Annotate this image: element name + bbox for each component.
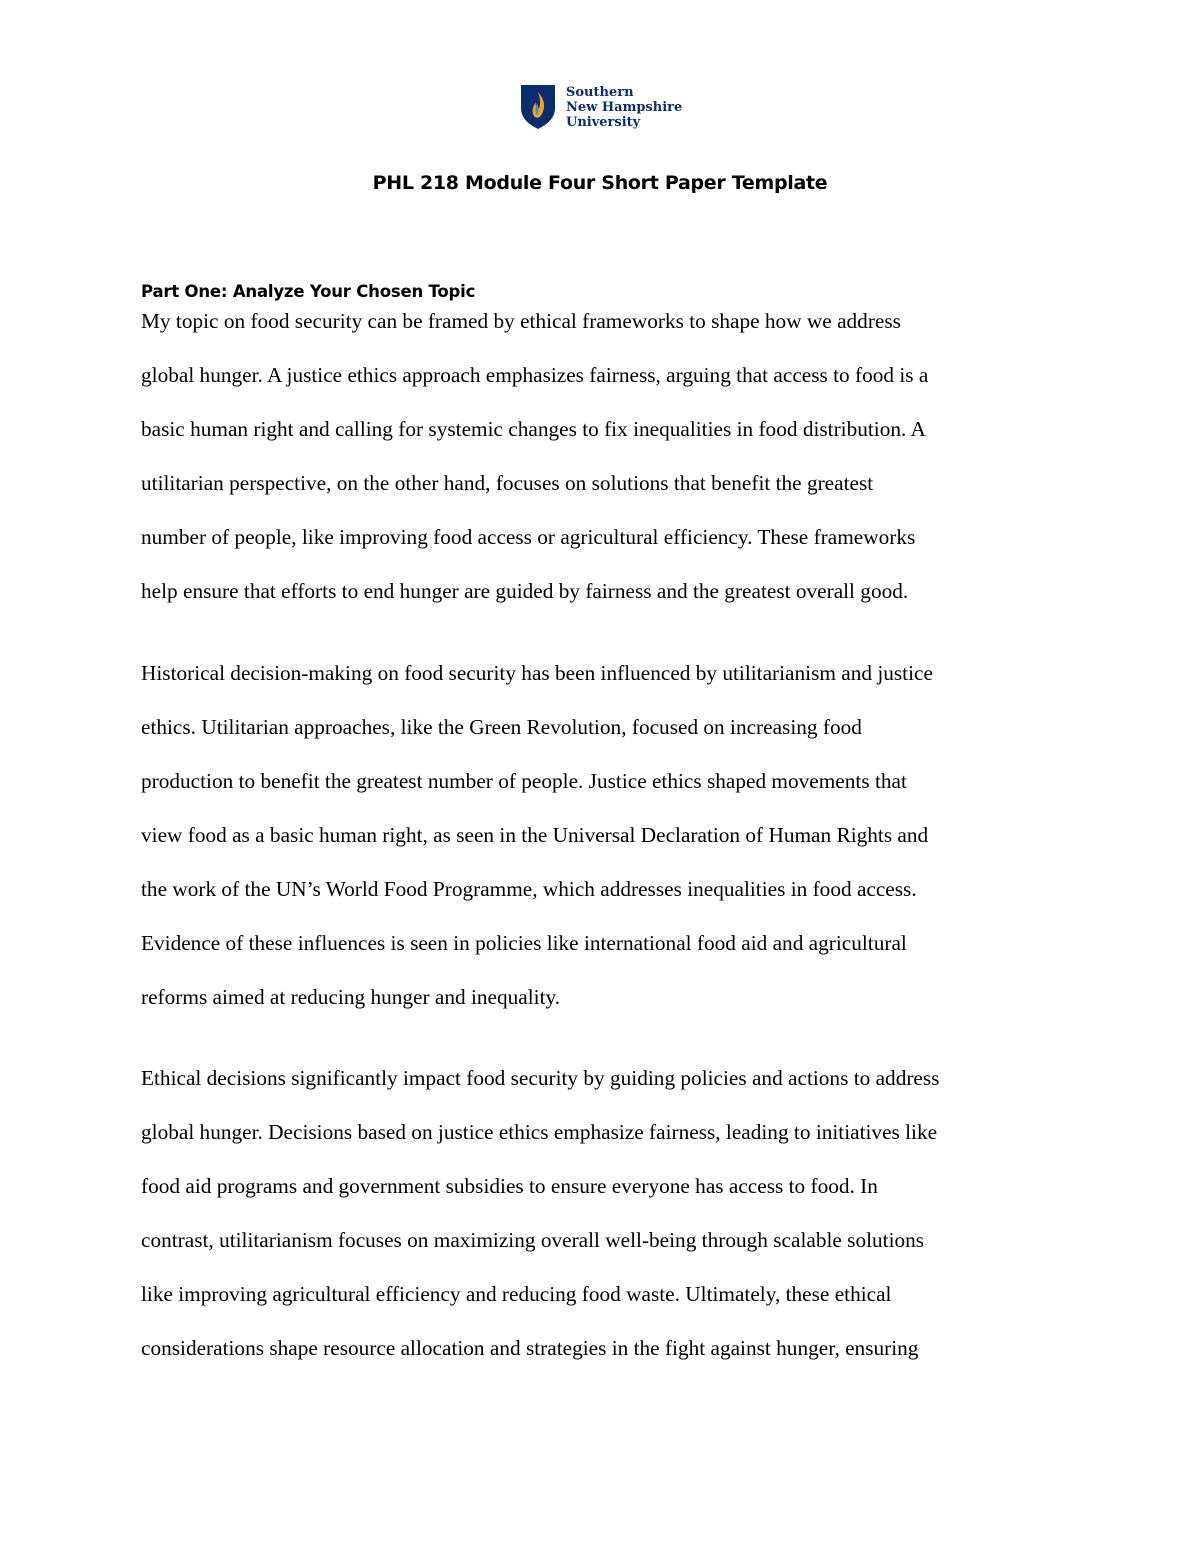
text-line: the work of the UN’s World Food Programme, which addresses inequalities in food access. [141, 877, 917, 901]
section-heading: Part One: Analyze Your Chosen Topic [141, 282, 476, 301]
text-line: utilitarian perspective, on the other hand, focuses on solutions that benefit the greatest [141, 471, 874, 495]
text-line: Ethical decisions significantly impact food security by guiding policies and actions to address [141, 1066, 940, 1090]
text-line: global hunger. A justice ethics approach emphasizes fairness, arguing that access to food is a [141, 363, 929, 387]
university-name-line: Southern [566, 85, 634, 100]
text-line: number of people, like improving food access or agricultural efficiency. These frameworks [141, 525, 916, 549]
text-line: food aid programs and government subsidies to ensure everyone has access to food. In [141, 1174, 878, 1198]
text-line: view food as a basic human right, as seen in the Universal Declaration of Human Rights and [141, 823, 929, 847]
text-line: like improving agricultural efficiency and reducing food waste. Ultimately, these ethical [141, 1282, 892, 1306]
paragraph [141, 1051, 1041, 1375]
text-line: contrast, utilitarianism focuses on maximizing overall well-being through scalable solutions [141, 1228, 925, 1252]
text-line: help ensure that efforts to end hunger are guided by fairness and the greatest overall good. [141, 579, 909, 603]
paragraph [141, 646, 1041, 1024]
university-name [566, 84, 682, 130]
university-logo [520, 84, 682, 132]
university-name-line: University [566, 115, 641, 130]
university-name-line: New Hampshire [566, 100, 683, 115]
shield-flame-icon [520, 84, 556, 130]
text-line: Evidence of these influences is seen in policies like international food aid and agricultural [141, 931, 907, 955]
text-line: global hunger. Decisions based on justice ethics emphasize fairness, leading to initiatives like [141, 1120, 938, 1144]
text-line: basic human right and calling for systemic changes to fix inequalities in food distribution. A [141, 417, 926, 441]
paragraph [141, 294, 1041, 618]
text-line: ethics. Utilitarian approaches, like the Green Revolution, focused on increasing food [141, 715, 862, 739]
document-title: PHL 218 Module Four Short Paper Template [372, 172, 828, 194]
text-line: considerations shape resource allocation and strategies in the fight against hunger, ensuring [141, 1336, 919, 1360]
text-line: Historical decision-making on food security has been influenced by utilitarianism and justice [141, 661, 933, 685]
text-line: My topic on food security can be framed by ethical frameworks to shape how we address [141, 309, 901, 333]
text-line: reforms aimed at reducing hunger and inequality. [141, 985, 561, 1009]
text-line: production to benefit the greatest number of people. Justice ethics shaped movements that [141, 769, 907, 793]
